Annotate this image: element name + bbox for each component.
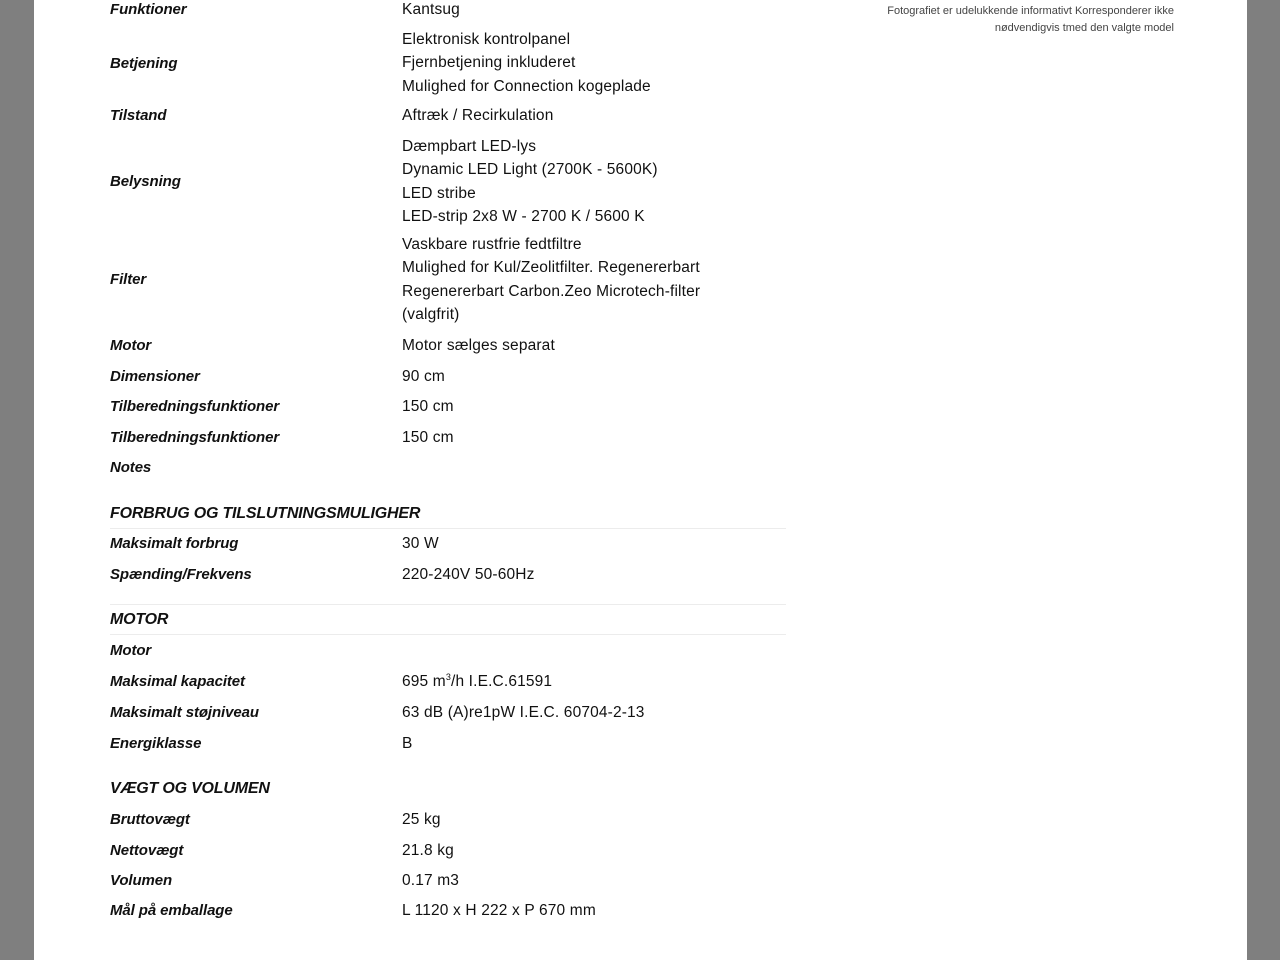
- photo-disclaimer: [814, 3, 1174, 37]
- spec-row-bruttovaegt: [110, 808, 786, 831]
- spec-label: Bruttovægt: [110, 811, 190, 828]
- spec-row-maal-paa-emballage: [110, 899, 786, 922]
- spec-label: Dimensioner: [110, 368, 200, 385]
- spec-value: [402, 233, 700, 326]
- spec-value-line: Kantsug: [402, 0, 460, 18]
- spec-label: Maksimal kapacitet: [110, 673, 245, 690]
- spec-value: [402, 395, 454, 418]
- spec-value: [402, 701, 645, 724]
- spec-value: [402, 135, 658, 228]
- section-heading: MOTOR: [110, 611, 169, 628]
- spec-row-maksimal-kapacitet: [110, 670, 786, 693]
- spec-row-nettovaegt: [110, 839, 786, 862]
- spec-value-line: 30 W: [402, 534, 439, 552]
- spec-label: Energiklasse: [110, 735, 202, 752]
- section-divider: [110, 604, 786, 605]
- photo-disclaimer-line-2: nødvendigvis tmed den valgte model: [994, 22, 1174, 34]
- spec-value-line: Fjernbetjening inkluderet: [402, 54, 576, 72]
- spec-row-motor: [110, 639, 786, 662]
- spec-value-line: Elektronisk kontrolpanel: [402, 31, 571, 49]
- spec-value-line: 220-240V 50-60Hz: [402, 565, 535, 583]
- spec-value-line: Mulighed for Connection kogeplade: [402, 77, 651, 95]
- spec-value: [402, 28, 651, 98]
- spec-row-tilberedningsfunktioner: [110, 395, 786, 418]
- spec-label: Motor: [110, 337, 152, 354]
- spec-value: [402, 839, 454, 862]
- spec-label: Betjening: [110, 54, 178, 72]
- spec-value-line: 90 cm: [402, 367, 445, 385]
- spec-value-line: Mulighed for Kul/Zeolitfilter. Regenererbart: [402, 259, 700, 277]
- spec-row-maksimalt-forbrug: [110, 532, 786, 555]
- spec-value-line: Vaskbare rustfrie fedtfiltre: [402, 235, 582, 253]
- spec-value-line: Dæmpbart LED-lys: [402, 137, 537, 155]
- spec-label: Volumen: [110, 872, 173, 889]
- photo-disclaimer-line-1: Fotografiet er udelukkende informativt Korresponderer ikke: [887, 5, 1174, 17]
- spec-row-belysning: [110, 135, 786, 228]
- spec-value: [402, 104, 553, 127]
- spec-value: [402, 365, 445, 388]
- spec-value: [402, 563, 535, 586]
- spec-value-line: 150 cm: [402, 397, 454, 415]
- spec-label: Maksimalt forbrug: [110, 535, 239, 552]
- spec-value: [402, 899, 596, 922]
- spec-label: Maksimalt støjniveau: [110, 704, 259, 721]
- spec-value-line: LED-strip 2x8 W - 2700 K / 5600 K: [402, 207, 645, 225]
- section-heading: VÆGT OG VOLUMEN: [110, 780, 270, 797]
- spec-value-line: L 1120 x H 222 x P 670 mm: [402, 901, 596, 919]
- spec-value-line: 25 kg: [402, 810, 441, 828]
- spec-row-motor: [110, 334, 786, 357]
- spec-row-volumen: [110, 869, 786, 892]
- spec-value: [402, 426, 454, 449]
- spec-row-dimensioner: [110, 365, 786, 388]
- spec-value-line: Motor sælges separat: [402, 336, 555, 354]
- spec-value: [402, 334, 555, 357]
- spec-row-tilberedningsfunktioner: [110, 426, 786, 449]
- spec-value: [402, 732, 413, 755]
- spec-value-line: Aftræk / Recirkulation: [402, 106, 554, 124]
- spec-label: Nettovægt: [110, 842, 184, 859]
- spec-row-spaending-frekvens: [110, 563, 786, 586]
- spec-value-line: 21.8 kg: [402, 841, 454, 859]
- spec-value-line: 150 cm: [402, 428, 454, 446]
- spec-value-line: B: [402, 734, 413, 752]
- spec-label: Tilberedningsfunktioner: [110, 398, 280, 415]
- spec-label: Filter: [110, 271, 147, 288]
- spec-value-line: Dynamic LED Light (2700K - 5600K): [402, 161, 658, 179]
- spec-row-filter: [110, 233, 786, 326]
- spec-label: Tilstand: [110, 107, 167, 124]
- spec-value: [402, 0, 460, 21]
- spec-sheet-page: [34, 0, 1247, 960]
- spec-label: Belysning: [110, 173, 181, 190]
- spec-value: [402, 869, 459, 892]
- spec-label: Tilberedningsfunktioner: [110, 429, 280, 446]
- spec-value: [402, 532, 439, 555]
- spec-row-funktioner: [110, 0, 786, 19]
- section-divider: [110, 634, 786, 635]
- spec-value-line: (valgfrit): [402, 305, 460, 323]
- spec-label: Notes: [110, 459, 152, 476]
- spec-value-line: 0.17 m3: [402, 871, 460, 889]
- spec-row-maksimalt-stoejniveau: [110, 701, 786, 724]
- section-heading: FORBRUG OG TILSLUTNINGSMULIGHER: [110, 505, 421, 522]
- section-divider: [110, 528, 786, 529]
- spec-value-line: LED stribe: [402, 184, 476, 202]
- spec-row-energiklasse: [110, 732, 786, 755]
- spec-row-tilstand: [110, 104, 786, 127]
- spec-label: Mål på emballage: [110, 902, 233, 919]
- spec-value-line: 695 $m^3/h$ I.E.C.61591: [402, 671, 553, 690]
- spec-row-betjening: [110, 28, 786, 98]
- spec-label: Funktioner: [110, 1, 187, 18]
- spec-label: Spænding/Frekvens: [110, 566, 252, 583]
- spec-value-line: 63 dB (A)re1pW I.E.C. 60704-2-13: [402, 703, 645, 721]
- spec-value: [402, 808, 441, 831]
- spec-value: [402, 670, 552, 693]
- spec-row-notes: [110, 456, 786, 479]
- spec-label: Motor: [110, 642, 152, 659]
- spec-value-line: Regenererbart Carbon.Zeo Microtech-filter: [402, 282, 701, 300]
